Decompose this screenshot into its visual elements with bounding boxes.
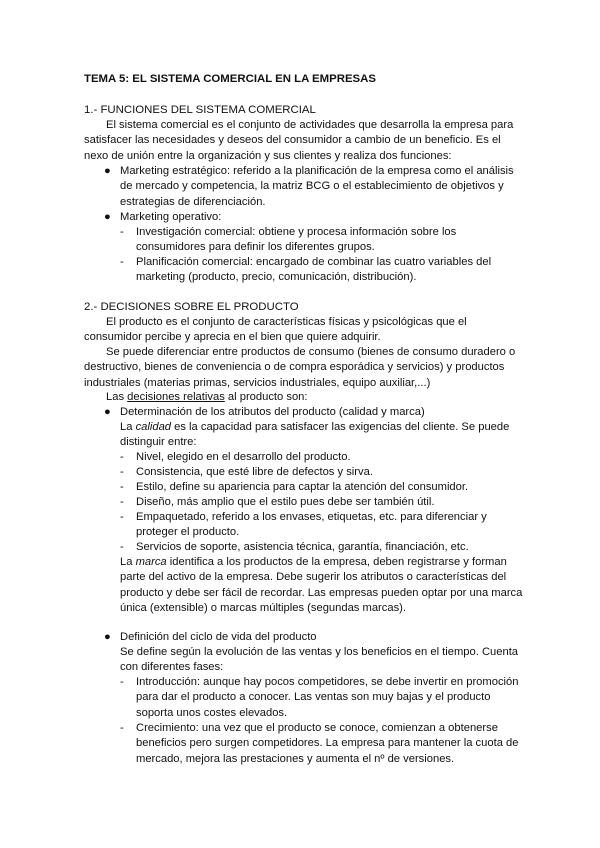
calidad-term: calidad (135, 421, 172, 433)
section-1-heading: 1.- FUNCIONES DEL SISTEMA COMERCIAL (84, 104, 316, 116)
dash-icon: - (120, 676, 124, 688)
dash-text: Planificación comercial: encargado de combinar las cuatro variables del marketing (producto, precio, comunicación, distribución). (136, 256, 492, 284)
dash-icon: - (120, 481, 124, 493)
ciclo-paragraph: Se define según la evolución de las ventas y los beneficios en el tiempo. Cuenta con diferentes fases: (120, 646, 519, 674)
dash-icon: - (120, 256, 124, 268)
dash-item (120, 225, 524, 256)
dash-text: Consistencia, que esté libre de defectos y sirva. (136, 466, 373, 478)
section-2-paragraph-2: Se puede diferenciar entre productos de consumo (bienes de consumo duradero o destructivo, bienes de conveniencia o de compra esporádica y servicios) y productos industriales (materias primas, servicios industriales, equipo auxiliar,...) (84, 346, 516, 389)
dash-icon: - (120, 722, 124, 734)
bullet-item (104, 210, 524, 225)
dash-item (120, 255, 524, 286)
bullet-text: Marketing estratégico: referido a la planificación de la empresa como el análisis de mercado y competencia, la matriz BCG o el establecimiento de objetivos y estrategias de diferenciación. (120, 165, 514, 208)
bullet-text: Definición del ciclo de vida del producto (120, 631, 317, 643)
bullet-icon: ● (104, 406, 111, 418)
marca-text: identifica a los productos de la empresa, deben registrarse y forman parte del activo de la empresa. Debe sugerir los atributos o características del producto y debe ser fácil de recordar. Las empresas pueden optar por una marca única (extensible) o marcas múltiples (segundas marcas). (120, 556, 523, 614)
dash-icon: - (120, 496, 124, 508)
bullet-item (104, 164, 524, 210)
dash-text: Empaquetado, referido a los envases, etiquetas, etc. para diferenciar y proteger el producto. (136, 511, 487, 539)
bullet-item (104, 405, 524, 420)
bullet-icon: ● (104, 165, 111, 177)
bullet-icon: ● (104, 631, 111, 643)
dash-icon: - (120, 451, 124, 463)
dash-item (120, 480, 524, 495)
dash-icon: - (120, 511, 124, 523)
dash-item (120, 465, 524, 480)
dash-text: Diseño, más amplio que el estilo pues debe ser también útil. (136, 496, 435, 508)
dash-item (120, 675, 524, 721)
bullet-text: Determinación de los atributos del producto (calidad y marca) (120, 406, 425, 418)
bullet-text: Marketing operativo: (120, 211, 222, 223)
marca-term: marca (135, 556, 167, 568)
marca-lead: La (120, 556, 136, 568)
dash-text: Crecimiento: una vez que el producto se conoce, comienzan a obtenerse beneficios pero surgen competidores. La empresa para mantener la cuota de mercado, mejora las prestaciones y aumenta el nº de versiones. (136, 722, 519, 765)
dash-item (120, 450, 524, 465)
bullet-icon: ● (104, 211, 111, 223)
dash-icon: - (120, 226, 124, 238)
dash-item (120, 495, 524, 510)
calidad-lead: La (120, 421, 136, 433)
bullet-item (104, 630, 524, 645)
dash-icon: - (120, 541, 124, 553)
decisiones-tail: al producto son: (224, 391, 308, 403)
marca-paragraph (120, 555, 524, 616)
section-1-intro: El sistema comercial es el conjunto de actividades que desarrolla la empresa para satisfacer las necesidades y deseos del consumidor a cambio de un beneficio. Es el nexo de unión entre la organización y sus clientes y realiza dos funciones: (84, 119, 514, 162)
page-title: TEMA 5: EL SISTEMA COMERCIAL EN LA EMPRESAS (84, 73, 376, 85)
dash-text: Estilo, define su apariencia para captar la atención del consumidor. (136, 481, 469, 493)
section-2-heading: 2.- DECISIONES SOBRE EL PRODUCTO (84, 301, 299, 313)
section-2-paragraph-1: El producto es el conjunto de características físicas y psicológicas que el consumidor percibe y aprecia en el bien que quiere adquirir. (84, 316, 467, 344)
calidad-paragraph (120, 420, 524, 451)
calidad-text: es la capacidad para satisfacer las exigencias del cliente. Se puede distinguir entre: (120, 421, 510, 449)
dash-text: Introducción: aunque hay pocos competidores, se debe invertir en promoción para dar el producto a conocer. Las ventas son muy bajas y el producto soporta unos costes elevados. (136, 676, 519, 719)
dash-item (120, 510, 524, 541)
decisiones-lead: Las (106, 391, 128, 403)
dash-text: Nivel, elegido en el desarrollo del producto. (136, 451, 351, 463)
dash-text: Investigación comercial: obtiene y procesa información sobre los consumidores para definir los diferentes grupos. (136, 226, 457, 254)
dash-item (120, 721, 524, 767)
dash-item (120, 540, 524, 555)
dash-icon: - (120, 466, 124, 478)
section-2-paragraph-3 (84, 390, 524, 405)
dash-text: Servicios de soporte, asistencia técnica, garantía, financiación, etc. (136, 541, 469, 553)
decisiones-relativas-link: decisiones relativas (127, 391, 225, 403)
